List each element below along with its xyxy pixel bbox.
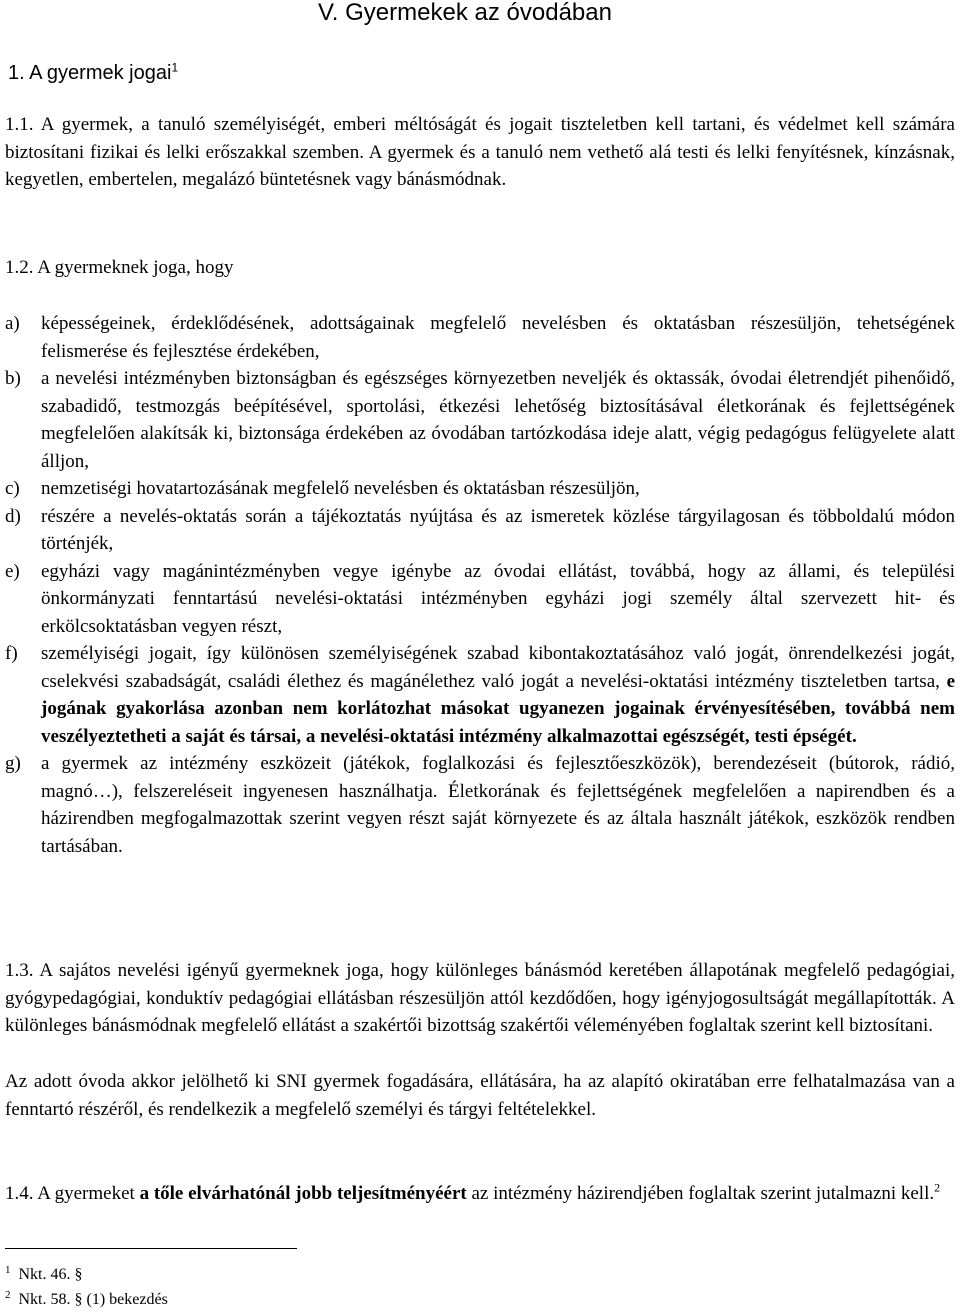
paragraph-1-4 — [5, 1180, 955, 1208]
paragraph-1-1: 1.1. A gyermek, a tanuló személyiségét, emberi méltóságát és jogait tiszteletben kell tartani, és védelmet kell számára biztosítani fizikai és lelki erőszakkal szemben. A gyermek és a tanuló nem vethető alá testi és lelki fenyítésnek, kínzásnak, kegyetlen, embertelen, megalázó büntetésnek vagy bánásmódnak. — [5, 114, 955, 190]
chapter-title: V. Gyermekek az óvodában — [318, 0, 612, 26]
footnote-1 — [5, 1262, 168, 1287]
paragraph-1-2: 1.2. A gyermeknek joga, hogy — [5, 257, 234, 278]
list-item-text: részére a nevelés-oktatás során a tájékoztatás nyújtása és az ismeretek közlése tárgyilagosan és többoldalú módon történjék, — [41, 505, 955, 554]
paragraph-1-4-bold: a tőle elvárhatónál jobb teljesítményéért — [139, 1183, 467, 1204]
section-heading — [8, 58, 178, 88]
footnote-divider — [5, 1248, 297, 1249]
footnote-text: Nkt. 58. § (1) bekezdés — [18, 1291, 168, 1308]
list-item-label: f) — [5, 643, 18, 664]
list-item-text-bold: e jogának gyakorlása azonban nem korlátozhat másokat ugyanezen jogainak érvényesítésében, továbbá nem veszélyeztetheti a saját és társai, a nevelési-oktatási intézmény alkalmazottai egészségét, testi épségét. — [41, 670, 955, 747]
list-item-label: e) — [5, 560, 20, 582]
list-item-d — [5, 503, 955, 558]
list-item-text: a gyermek az intézmény eszközeit (játékok, foglalkozási és fejlesztőeszközök), berendezéseit (bútorok, rádió, magnó…), felszereléseit ingyenesen használhatja. Életkorának és fejlettségének megfelelően a napirendben és a házirendben megfogalmazottak szerint vegyen részt saját környezete és az általa használt játékok, eszközök rendben tartásában. — [41, 753, 955, 857]
list-item-text-normal: személyiségi jogait, így különösen személyiségének szabad kibontakoztatásához való jogát, önrendelkezési jogát, cselekvési szabadságát, családi élethez és magánélethez való jogát a nevelési-oktatási intézmény tiszteletben tartsa, — [41, 643, 955, 692]
paragraph-1-3-continued: Az adott óvoda akkor jelölhető ki SNI gyermek fogadására, ellátására, ha az alapító okiratában erre felhatalmazása van a fenntartó részéről, és rendelkezik a megfelelő személyi és tárgyi feltételekkel. — [5, 1071, 955, 1120]
list-item-label: d) — [5, 505, 21, 527]
footnotes — [5, 1262, 168, 1312]
list-item-text: nemzetiségi hovatartozásának megfelelő nevelésben és oktatásban részesüljön, — [41, 478, 640, 499]
footnote-2 — [5, 1287, 168, 1312]
list-item-text: egyházi vagy magánintézményben vegye igénybe az óvodai ellátást, továbbá, hogy az állami, és települési önkormányzati fenntartású nevelési-oktatási intézményben egyházi jogi személy által szervezett hit- és erkölcsoktatásban vegyen részt, — [41, 560, 955, 637]
list-item-label: g) — [5, 753, 21, 774]
rights-list — [5, 310, 955, 860]
footnote-number: 2 — [5, 1288, 11, 1301]
list-item-label: b) — [5, 368, 21, 389]
paragraph-1-4-text-end: az intézmény házirendjében foglaltak szerint jutalmazni kell. — [466, 1183, 935, 1204]
list-item-text: a nevelési intézményben biztonságban és egészséges környezetben neveljék és oktassák, óvodai életrendjét pihenőidő, szabadidő, testmozgás beépítésével, sportolási, étkezési lehetőség biztosításával életkorának és fejlettségének megfelelően alakítsák ki, biztonsága érdekében az óvodában tartózkodása ideje alatt, végig pedagógus felügyelete alatt álljon, — [41, 368, 955, 472]
list-item-text — [41, 640, 955, 750]
list-item-c — [5, 475, 955, 503]
section-title: 1. A gyermek jogai — [8, 62, 172, 84]
paragraph-1-3: 1.3. A sajátos nevelési igényű gyermeknek joga, hogy különleges bánásmód keretében állapotának megfelelő pedagógiai, gyógypedagógiai, konduktív pedagógiai ellátásban részesüljön attól kezdődően, hogy igényjogosultságát megállapították. A különleges bánásmódnak megfelelő ellátást a szakértői bizottság szakértői véleményében foglaltak szerint kell biztosítani. — [5, 960, 955, 1036]
list-item-text: képességeinek, érdeklődésének, adottságainak megfelelő nevelésben és oktatásban részesüljön, tehetségének felismerése és fejlesztése érdekében, — [41, 313, 955, 362]
list-item-label: a) — [5, 313, 20, 334]
list-item-g — [5, 750, 955, 860]
footnote-ref-1: 1 — [171, 60, 179, 75]
footnote-text: Nkt. 46. § — [18, 1266, 83, 1283]
list-item-label: c) — [5, 478, 20, 499]
list-item-a — [5, 310, 955, 365]
footnote-ref-2: 2 — [934, 1180, 941, 1195]
list-item-b — [5, 365, 955, 475]
paragraph-1-4-text: 1.4. A gyermeket — [5, 1183, 140, 1204]
list-item-e — [5, 558, 955, 641]
footnote-number: 1 — [5, 1263, 11, 1276]
list-item-f — [5, 640, 955, 750]
